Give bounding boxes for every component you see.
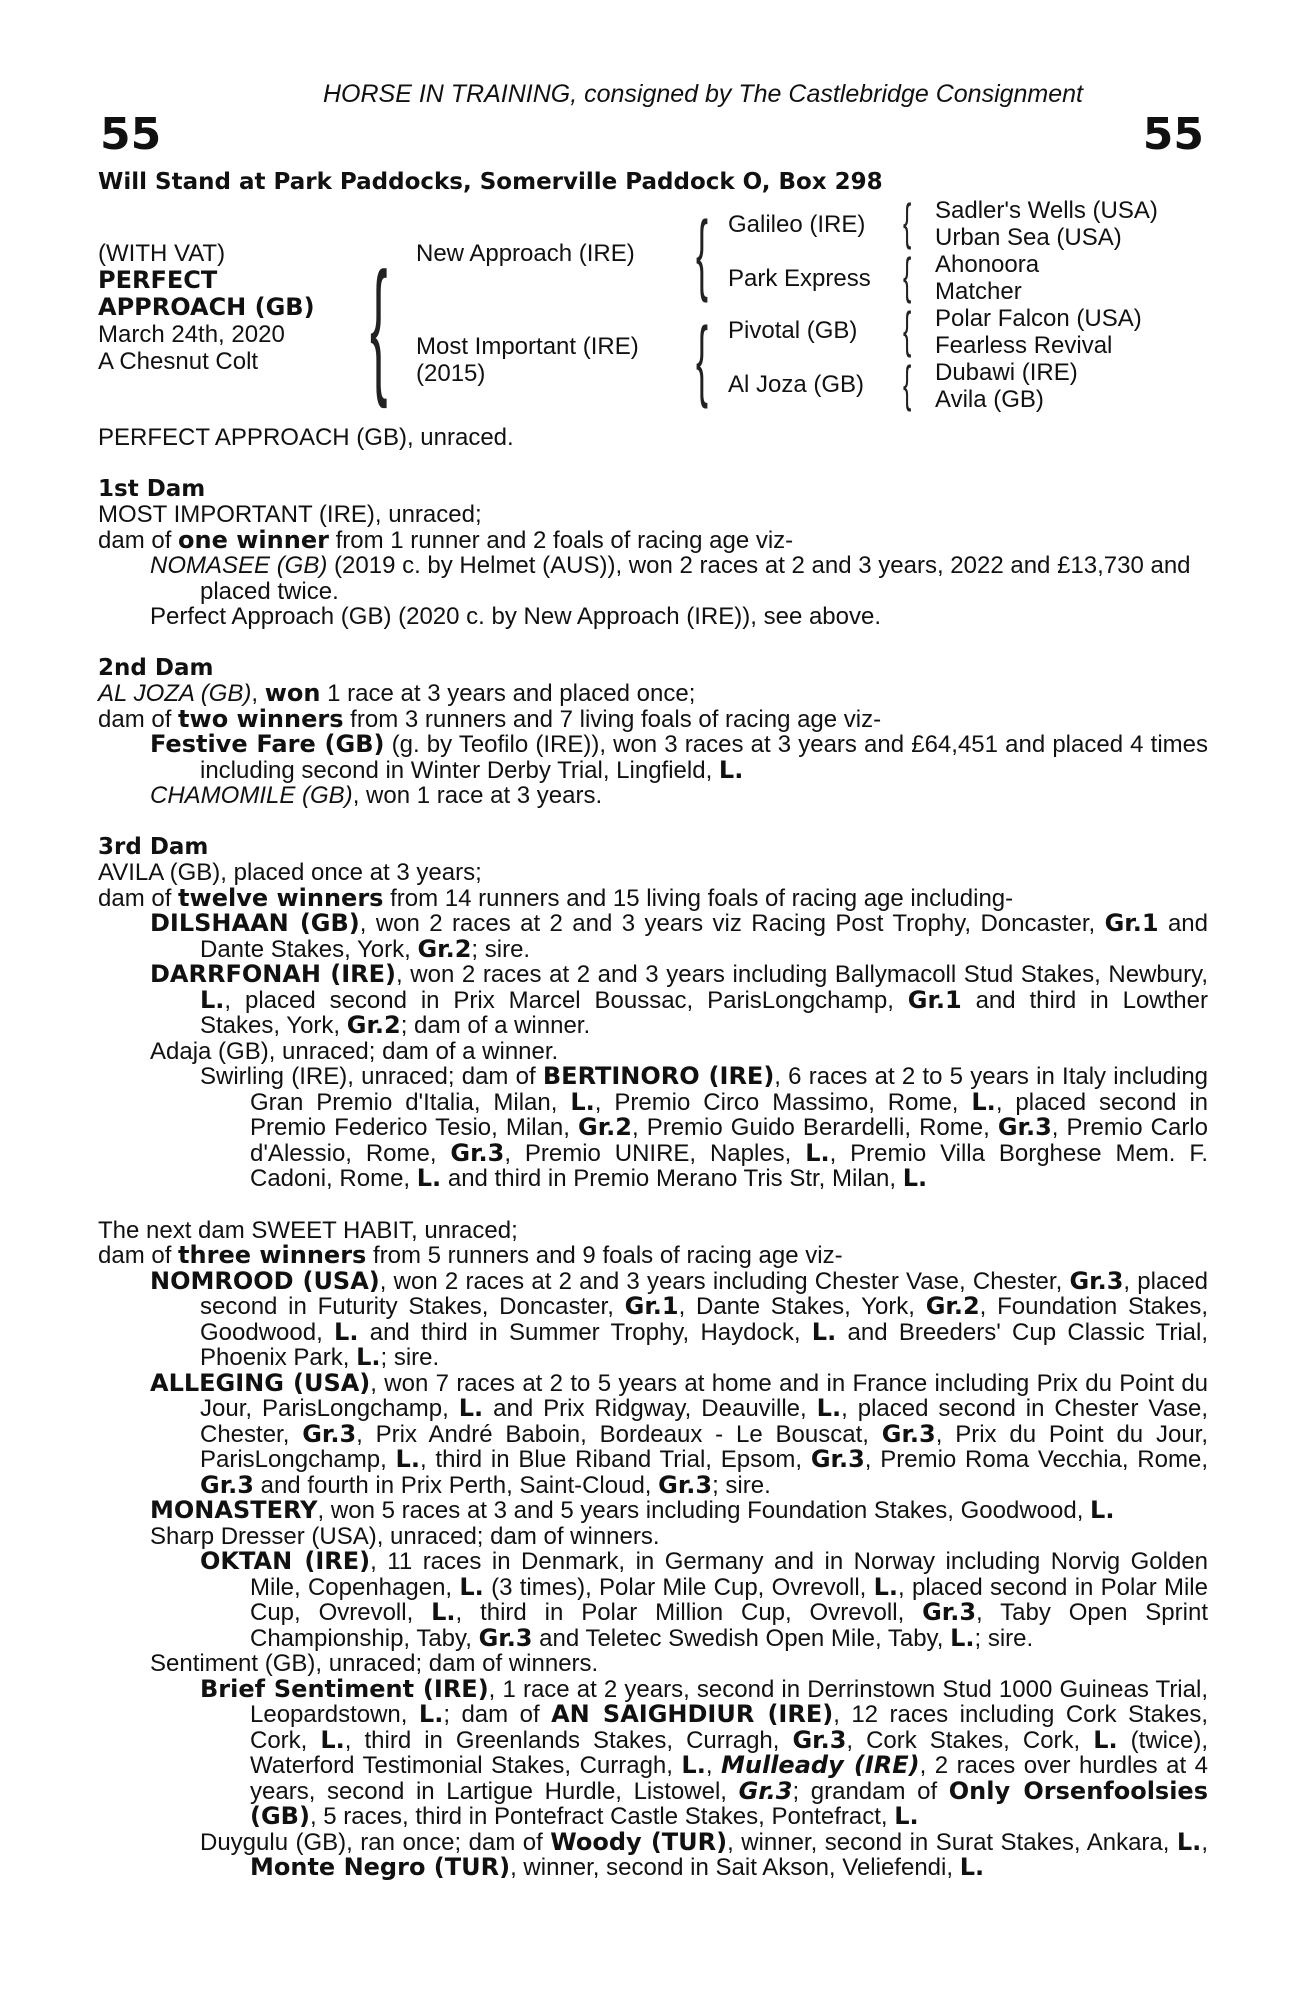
race-grade: L. bbox=[356, 1343, 381, 1371]
text: , Premio UNIRE, Naples, bbox=[504, 1139, 806, 1167]
winners-count: one winner bbox=[178, 525, 329, 554]
horse-name: CHAMOMILE (GB) bbox=[150, 782, 353, 809]
race-grade: Gr.3 bbox=[1069, 1266, 1124, 1295]
text: , 6 races at 2 to 5 years in Italy including Gran Premio d'Italia, Milan, bbox=[250, 1063, 1209, 1116]
dam-sire-dam: Fearless Revival bbox=[935, 332, 1113, 359]
text: (twice), Waterford Testimonial Stakes, Curragh, bbox=[250, 1726, 1208, 1779]
text: and third in Summer Trophy, Haydock, bbox=[358, 1318, 812, 1346]
race-grade: L. bbox=[902, 1164, 928, 1192]
text: , Premio Carlo d'Alessio, Rome, bbox=[250, 1114, 1208, 1167]
text: , Premio Guido Berardelli, Rome, bbox=[631, 1114, 998, 1141]
text: from 5 runners and 9 foals of racing age viz- bbox=[366, 1242, 843, 1269]
brace-main: { bbox=[370, 241, 388, 409]
text: , Premio Villa Borghese Mem. F. Cadoni, Rome, bbox=[250, 1139, 1208, 1192]
text: (3 times), Polar Mile Cup, Ovrevoll, bbox=[483, 1573, 874, 1601]
horse-name: DILSHAAN (GB) bbox=[150, 909, 360, 937]
race-grade: L. bbox=[718, 755, 744, 784]
sire-dam: Park Express bbox=[728, 265, 871, 292]
horse-name: NOMROOD (USA) bbox=[150, 1266, 380, 1295]
dam-dam-dam: Avila (GB) bbox=[935, 386, 1044, 413]
text: and Prix Ridgway, Deauville, bbox=[483, 1395, 817, 1422]
first-dam-heading: 1st Dam bbox=[98, 475, 206, 502]
text: and Breeders' Cup Classic Trial, Phoenix Park, bbox=[200, 1318, 1208, 1371]
race-grade: L. bbox=[395, 1445, 420, 1473]
dam: Most Important (IRE) bbox=[416, 333, 639, 360]
race-grade: L. bbox=[570, 1087, 595, 1116]
page-header: HORSE IN TRAINING, consigned by The Castlebridge Consignment bbox=[322, 80, 1084, 108]
race-grade: Gr.2 bbox=[578, 1113, 632, 1141]
text: 1 race at 3 years and placed once; bbox=[320, 680, 696, 707]
text: , Prix André Baboin, Bordeaux - Le Bouscat, bbox=[356, 1420, 882, 1448]
third-dam-line: AVILA (GB), placed once at 3 years; bbox=[98, 859, 482, 886]
offspring-oktan bbox=[98, 1549, 1208, 1651]
second-dam-heading: 2nd Dam bbox=[98, 654, 214, 681]
brace-ss: { bbox=[903, 194, 912, 250]
race-grade: Gr.3 bbox=[810, 1445, 865, 1473]
text: , third in Greenlands Stakes, Curragh, bbox=[344, 1726, 793, 1754]
text: dam of bbox=[98, 526, 179, 554]
brace-sire: { bbox=[696, 204, 709, 304]
offspring-adaja: Adaja (GB), unraced; dam of a winner. bbox=[150, 1037, 559, 1065]
horse-name-line2: APPROACH (GB) bbox=[98, 293, 315, 321]
text: , Prix du Point du Jour, ParisLongchamp, bbox=[200, 1420, 1208, 1473]
text: Swirling (IRE), unraced; dam of bbox=[200, 1063, 543, 1090]
text: and Teletec Swedish Open Mile, Taby, bbox=[532, 1624, 951, 1652]
sire: New Approach (IRE) bbox=[416, 240, 635, 267]
race-grade: L. bbox=[418, 1700, 444, 1728]
text: , 12 races including Cork Stakes, Cork, bbox=[250, 1701, 1209, 1754]
race-grade: L. bbox=[416, 1164, 442, 1192]
text: and fourth in Prix Perth, Saint-Cloud, bbox=[253, 1471, 659, 1499]
offspring-swirling bbox=[98, 1064, 1208, 1192]
text: , 5 races, third in Pontefract Castle Stakes, Pontefract, bbox=[309, 1803, 895, 1830]
pedigree-table bbox=[98, 195, 1208, 425]
offspring-nomasee bbox=[98, 553, 1208, 604]
text: , third in Polar Million Cup, Ovrevoll, bbox=[455, 1599, 923, 1626]
horse-description: A Chesnut Colt bbox=[98, 348, 259, 375]
brace-dd: { bbox=[903, 356, 912, 412]
text: , won 2 races at 2 and 3 years including Ballymacoll Stud Stakes, Newbury, bbox=[396, 961, 1208, 988]
text: , placed second in Chester Vase, Chester, bbox=[200, 1395, 1208, 1448]
race-grade: L. bbox=[811, 1317, 837, 1346]
horse-name: NOMASEE (GB) bbox=[150, 552, 328, 579]
text: Duygulu (GB), ran once; dam of bbox=[200, 1828, 551, 1856]
race-grade: L. bbox=[431, 1598, 456, 1626]
text: ; sire. bbox=[471, 935, 531, 963]
dam-sire-sire: Polar Falcon (USA) bbox=[935, 305, 1142, 332]
text: and Dante Stakes, York, bbox=[200, 910, 1208, 963]
third-dam-produce-line bbox=[98, 883, 1208, 912]
horse-name-line1: PERFECT bbox=[98, 266, 218, 294]
vat-note: (WITH VAT) bbox=[98, 240, 226, 267]
race-grade: Gr.1 bbox=[624, 1292, 679, 1320]
brace-sd: { bbox=[903, 248, 912, 304]
text: , bbox=[705, 1752, 721, 1779]
text: , won 1 race at 3 years. bbox=[352, 782, 603, 809]
race-grade: Gr.3 bbox=[478, 1623, 533, 1652]
horse-name: ALLEGING (USA) bbox=[150, 1368, 371, 1397]
offspring-chamomile bbox=[98, 783, 1208, 809]
text: , 1 race at 2 years, second in Derrinstown Stud 1000 Guineas Trial, Leopardstown, bbox=[250, 1675, 1208, 1728]
race-grade: Gr.2 bbox=[925, 1292, 980, 1320]
race-grade: Gr.3 bbox=[792, 1725, 847, 1754]
race-grade: L. bbox=[458, 1394, 484, 1422]
dam-dam-sire: Dubawi (IRE) bbox=[935, 359, 1078, 386]
dam-sire: Pivotal (GB) bbox=[728, 317, 858, 344]
second-dam-line bbox=[98, 681, 1208, 707]
brace-ds: { bbox=[903, 302, 912, 358]
race-grade: Gr.3 bbox=[658, 1470, 713, 1499]
text: , Taby Open Sprint Championship, Taby, bbox=[250, 1599, 1208, 1652]
race-grade: L. bbox=[200, 985, 225, 1014]
offspring-darrfonah bbox=[98, 962, 1208, 1039]
horse-name: Mulleady (IRE) bbox=[721, 1751, 920, 1779]
second-dam-produce-line bbox=[98, 704, 1208, 733]
horse-name: MONASTERY bbox=[150, 1496, 318, 1524]
text: , placed second in Polar Mile Cup, Ovrevoll, bbox=[250, 1573, 1208, 1626]
catalogue-page bbox=[98, 80, 1208, 1881]
race-grade: L. bbox=[805, 1138, 830, 1167]
race-grade: L. bbox=[1176, 1827, 1202, 1856]
race-grade: Gr.3 bbox=[302, 1419, 357, 1448]
race-grade: Gr.3 bbox=[200, 1470, 254, 1499]
race-grade: Gr.3 bbox=[922, 1598, 977, 1626]
text: , 2 races over hurdles at 4 years, second in Lartigue Hurdle, Listowel, bbox=[250, 1752, 1208, 1805]
offspring-perfect-approach: Perfect Approach (GB) (2020 c. by New Approach (IRE)), see above. bbox=[150, 603, 882, 630]
offspring-duygulu bbox=[98, 1827, 1208, 1881]
text: , placed second in Premio Federico Tesio, Milan, bbox=[250, 1088, 1209, 1141]
catalogue-text bbox=[98, 425, 1208, 1881]
text: , bbox=[251, 680, 265, 707]
text: dam of bbox=[98, 1242, 179, 1269]
race-grade: L. bbox=[320, 1725, 345, 1754]
text: dam of bbox=[98, 705, 179, 733]
text: , third in Blue Riband Trial, Epsom, bbox=[419, 1446, 811, 1473]
text: , won 2 races at 2 and 3 years including Chester Vase, Chester, bbox=[379, 1267, 1070, 1295]
horse-name: Brief Sentiment (IRE) bbox=[200, 1674, 489, 1703]
text: ; grandam of bbox=[792, 1777, 949, 1805]
horse-name: OKTAN (IRE) bbox=[200, 1547, 371, 1575]
text: , Premio Circo Massimo, Rome, bbox=[594, 1088, 972, 1116]
dam-year: (2015) bbox=[416, 360, 486, 387]
first-dam-produce-line bbox=[98, 525, 1208, 554]
text: and third in Lowther Stakes, York, bbox=[200, 986, 1208, 1039]
brace-dam: { bbox=[696, 310, 709, 410]
winners-count: three winners bbox=[178, 1241, 367, 1269]
offspring-sentiment: Sentiment (GB), unraced; dam of winners. bbox=[150, 1650, 599, 1677]
horse-name: Only Orsenfoolsies (GB) bbox=[250, 1776, 1208, 1830]
text: and third in Premio Merano Tris Str, Milan, bbox=[441, 1165, 903, 1192]
race-grade: L. bbox=[959, 1853, 985, 1881]
lot-number-right: 55 bbox=[1142, 109, 1204, 160]
text: ; sire. bbox=[380, 1344, 440, 1371]
text: , Premio Roma Vecchia, Rome, bbox=[864, 1446, 1208, 1473]
text: from 1 runner and 2 foals of racing age viz- bbox=[328, 526, 794, 554]
race-grade: Gr.3 bbox=[738, 1776, 793, 1805]
horse-name: AL JOZA (GB) bbox=[98, 680, 252, 707]
sire-sire-sire: Sadler's Wells (USA) bbox=[935, 197, 1158, 224]
horse-name: Festive Fare (GB) bbox=[150, 730, 385, 758]
text: , won 5 races at 3 and 5 years including Foundation Stakes, Goodwood, bbox=[317, 1497, 1091, 1524]
text: (2019 c. by Helmet (AUS)), won 2 races at 2 and 3 years, 2022 and £13,730 and placed twice. bbox=[200, 552, 1191, 605]
race-grade: Gr.3 bbox=[997, 1113, 1052, 1141]
horse-name: AN SAIGHDIUR (IRE) bbox=[551, 1700, 834, 1728]
race-grade: Gr.2 bbox=[417, 934, 472, 963]
horse-name: Monte Negro (TUR) bbox=[250, 1853, 511, 1881]
text: , Foundation Stakes, Goodwood, bbox=[200, 1293, 1208, 1346]
race-grade: Gr.2 bbox=[346, 1011, 401, 1039]
sire-dam-sire: Ahonoora bbox=[935, 251, 1040, 278]
race-grade: L. bbox=[1090, 1496, 1115, 1524]
text: , winner, second in Sait Akson, Veliefendi, bbox=[510, 1854, 960, 1881]
offspring-monastery bbox=[98, 1498, 1208, 1524]
race-grade: L. bbox=[681, 1751, 706, 1779]
race-grade: L. bbox=[950, 1623, 975, 1652]
text: , won 2 races at 2 and 3 years viz Racing Post Trophy, Doncaster, bbox=[359, 910, 1105, 937]
offspring-festive-fare bbox=[98, 732, 1208, 783]
text: , Dante Stakes, York, bbox=[678, 1293, 926, 1320]
horse-name: Woody (TUR) bbox=[550, 1827, 728, 1856]
text: , placed second in Futurity Stakes, Doncaster, bbox=[200, 1267, 1209, 1320]
race-grade: L. bbox=[971, 1087, 996, 1116]
next-dam-produce-line bbox=[98, 1243, 1208, 1269]
text: ; sire. bbox=[712, 1471, 771, 1499]
text: dam of bbox=[98, 884, 179, 912]
text: (g. by Teofilo (IRE)), won 3 races at 3 years and £64,451 and placed 4 times including second in Winter Derby Trial, Lingfield, bbox=[200, 731, 1208, 784]
foaling-date: March 24th, 2020 bbox=[98, 321, 285, 348]
text: , Cork Stakes, Cork, bbox=[846, 1726, 1094, 1754]
text: , 11 races in Denmark, in Germany and in Norway including Norvig Golden Mile, Copenhagen, bbox=[250, 1548, 1209, 1601]
winners-count: twelve winners bbox=[178, 883, 384, 912]
race-grade: L. bbox=[459, 1572, 484, 1601]
horse-name: BERTINORO (IRE) bbox=[542, 1062, 775, 1090]
next-dam-line: The next dam SWEET HABIT, unraced; bbox=[98, 1216, 518, 1244]
race-grade: L. bbox=[816, 1394, 842, 1422]
race-grade: L. bbox=[873, 1572, 899, 1601]
text: won bbox=[264, 679, 321, 707]
race-grade: Gr.1 bbox=[907, 985, 962, 1014]
dam-dam: Al Joza (GB) bbox=[728, 371, 865, 398]
race-grade: Gr.3 bbox=[881, 1419, 936, 1448]
offspring-dilshaan bbox=[98, 911, 1208, 962]
offspring-sharp-dresser: Sharp Dresser (USA), unraced; dam of winners. bbox=[150, 1522, 660, 1550]
text: from 3 runners and 7 living foals of racing age viz- bbox=[343, 705, 882, 733]
horse-name: DARRFONAH (IRE) bbox=[150, 960, 397, 988]
winners-count: two winners bbox=[178, 704, 344, 733]
race-grade: L. bbox=[334, 1317, 359, 1346]
third-dam-heading: 3rd Dam bbox=[98, 833, 209, 860]
offspring-alleging bbox=[98, 1368, 1209, 1499]
text: ; dam of bbox=[443, 1701, 552, 1728]
race-grade: L. bbox=[894, 1802, 919, 1830]
offspring-brief-sentiment bbox=[98, 1674, 1209, 1830]
text: , winner, second in Surat Stakes, Ankara, bbox=[727, 1828, 1177, 1856]
race-grade: Gr.1 bbox=[1104, 909, 1159, 937]
lot-number-row bbox=[98, 109, 1208, 163]
sire-dam-dam: Matcher bbox=[935, 278, 1022, 305]
lot-number-left: 55 bbox=[100, 109, 162, 160]
intro-line: PERFECT APPROACH (GB), unraced. bbox=[98, 424, 514, 451]
text: , bbox=[1201, 1828, 1208, 1856]
stand-location: Will Stand at Park Paddocks, Somerville Paddock O, Box 298 bbox=[98, 169, 883, 195]
race-grade: L. bbox=[1093, 1725, 1118, 1754]
text: from 14 runners and 15 living foals of racing age including- bbox=[383, 884, 1014, 912]
text: , won 7 races at 2 to 5 years at home and in France including Prix du Point du Jour, ParisLongchamp, bbox=[200, 1369, 1209, 1422]
text: ; sire. bbox=[974, 1624, 1034, 1652]
text: ; dam of a winner. bbox=[400, 1012, 591, 1039]
sire-sire: Galileo (IRE) bbox=[728, 211, 866, 238]
sire-sire-dam: Urban Sea (USA) bbox=[935, 224, 1122, 251]
first-dam-line: MOST IMPORTANT (IRE), unraced; bbox=[98, 501, 482, 528]
race-grade: Gr.3 bbox=[450, 1138, 505, 1167]
offspring-nomrood bbox=[98, 1266, 1209, 1371]
text: , placed second in Prix Marcel Boussac, ParisLongchamp, bbox=[224, 986, 908, 1014]
